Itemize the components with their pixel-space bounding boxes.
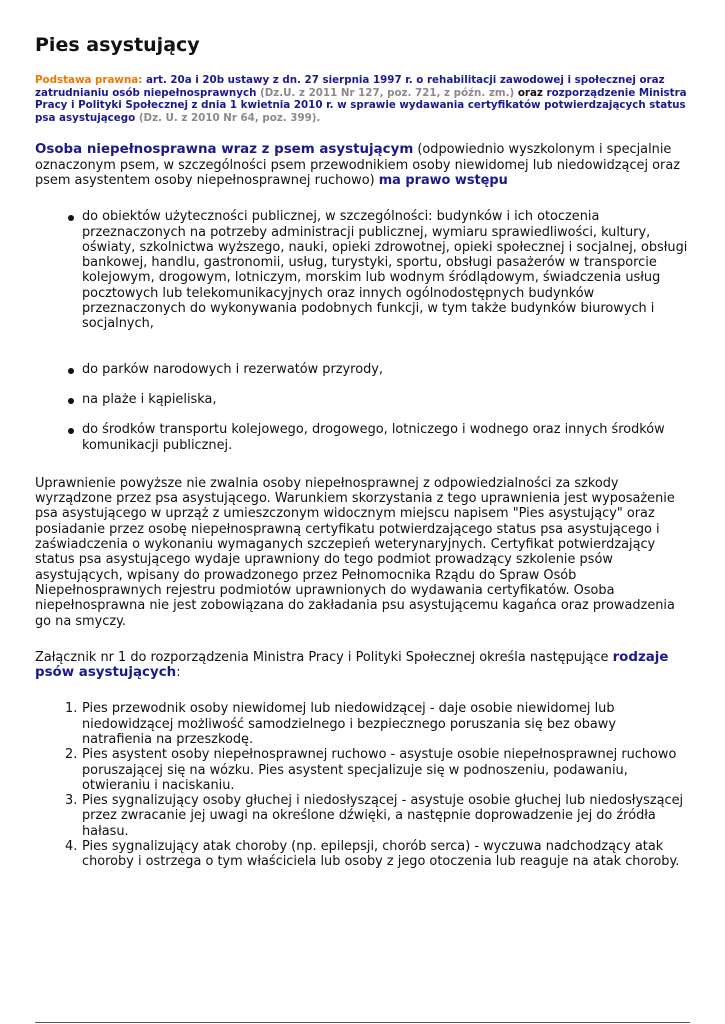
legal-basis-regulation-ref: (Dz. U. z 2010 Nr 64, poz. 399). (138, 111, 321, 124)
list-item (35, 839, 690, 870)
legal-basis-act-ref: (Dz.U. z 2011 Nr 127, poz. 721, z późn. zm.) (260, 86, 515, 99)
list-number: 4. (65, 839, 78, 855)
intro-paragraph (35, 142, 690, 188)
list-item (35, 701, 690, 747)
list-text: Pies sygnalizujący atak choroby (np. epilepsji, chorób serca) - wyczuwa nadchodzący atak choroby i ostrzega o tym właściciela lub osoby z jego otoczenia lub reaguje na atak choroby. (82, 839, 680, 870)
annex-highlight: rodzaje psów asystujących (35, 649, 669, 681)
entitlement-paragraph: Uprawnienie powyższe nie zwalnia osoby niepełnosprawnej z odpowiedzialności za szkody wyrządzone przez psa asystującego. Warunkiem skorzystania z tego uprawnienia jest wyposażenie psa asystującego w uprząż z umieszczonym widocznym miejscu napisem "Pies asystujący" oraz posiadanie przez osobę niepełnosprawną certyfikatu potwierdzającego status psa asystującego i zaświadczenia o wykonaniu wymaganych szczepień weterynaryjnych. Certyfikat potwierdzający status psa asystującego wydaje uprawniony do tego podmiot prowadzący szkolenie psów asystujących, wpisany do prowadzonego przez Pełnomocnika Rządu do Spraw Osób Niepełnosprawnych rejestru podmiotów uprawnionych do wydawania certyfikatów. Osoba niepełnosprawna nie jest zobowiązana do zakładania psu asystującemu kagańca oraz prowadzenia go na smyczy. (35, 475, 675, 629)
list-number: 1. (65, 701, 78, 717)
document-page (35, 34, 690, 870)
dog-types-list (35, 701, 690, 869)
intro-subject: Osoba niepełnosprawna wraz z psem asystującym (35, 142, 414, 158)
list-number: 2. (65, 747, 78, 763)
annex-paragraph (35, 650, 690, 681)
page-title: Pies asystujący (35, 34, 200, 56)
legal-basis-act: art. 20a i 20b ustawy z dn. 27 sierpnia 1997 r. o rehabilitacji zawodowej i społecznej oraz zatrudnianiu osób niepełnosprawnych (35, 74, 665, 99)
list-text: Pies sygnalizujący osoby głuchej i niedosłyszącej - asystuje osobie głuchej lub niedosłyszącej przez zwracanie jej uwagi na określone dźwięki, a następnie doprowadzenie jej do źródła hałasu. (82, 793, 684, 839)
legal-basis-label: Podstawa prawna: (35, 74, 143, 86)
list-text: Pies przewodnik osoby niewidomej lub niedowidzącej - daje osobie niewidomej lub niedowidzącej możliwość samodzielnego i bezpiecznego poruszania się bez obawy natrafienia na przeszkodę. (82, 701, 616, 747)
list-item: do środków transportu kolejowego, drogowego, lotniczego i wodnego oraz innych środków komunikacji publicznej. (35, 422, 690, 453)
footer-divider (35, 1022, 690, 1023)
intro-right: ma prawo wstępu (378, 172, 508, 188)
list-item: do parków narodowych i rezerwatów przyrody, (35, 362, 690, 377)
list-item: do obiektów użyteczności publicznej, w szczególności: budynków i ich otoczenia przeznaczonych na potrzeby administracji publicznej, wymiaru sprawiedliwości, kultury, oświaty, szkolnictwa wyższego, nauki, opieki zdrowotnej, opieki społecznej i socjalnej, obsługi bankowej, handlu, gastronomii, usług, turystyki, sportu, obsługi pasażerów w transporcie kolejowym, drogowym, lotniczym, morskim lub wodnym śródlądowym, świadczenia usług pocztowych lub telekomunikacyjnych oraz innych ogólnodostępnych budynków przeznaczonych do wykonywania podobnych funkcji, w tym także budynków biurowych i socjalnych, (35, 209, 690, 331)
legal-basis (35, 74, 690, 124)
list-number: 3. (65, 793, 78, 809)
annex-suffix: : (176, 665, 181, 681)
annex-text: Załącznik nr 1 do rozporządzenia Ministra Pracy i Polityki Społecznej określa następujące (35, 649, 613, 665)
list-text: Pies asystent osoby niepełnosprawnej ruchowo - asystuje osobie niepełnosprawnej ruchowo poruszającej się na wózku. Pies asystent specjalizuje się w podnoszeniu, podawaniu, otwieraniu i naciskaniu. (82, 747, 677, 793)
intro-description: (odpowiednio wyszkolonym i specjalnie oznaczonym psem, w szczególności psem przewodnikiem osoby niewidomej lub niedowidzącej oraz psem asystentem osoby niepełnosprawnej ruchowo) (35, 142, 680, 188)
list-item (35, 747, 690, 793)
list-item (35, 793, 690, 839)
legal-basis-conj: oraz (517, 86, 543, 99)
legal-basis-regulation: rozporządzenie Ministra Pracy i Polityki Społecznej z dnia 1 kwietnia 2010 r. w sprawie wydawania certyfikatów potwierdzających status psa asystującego (35, 86, 687, 124)
list-item: na plaże i kąpieliska, (35, 392, 690, 407)
places-list (35, 209, 690, 453)
